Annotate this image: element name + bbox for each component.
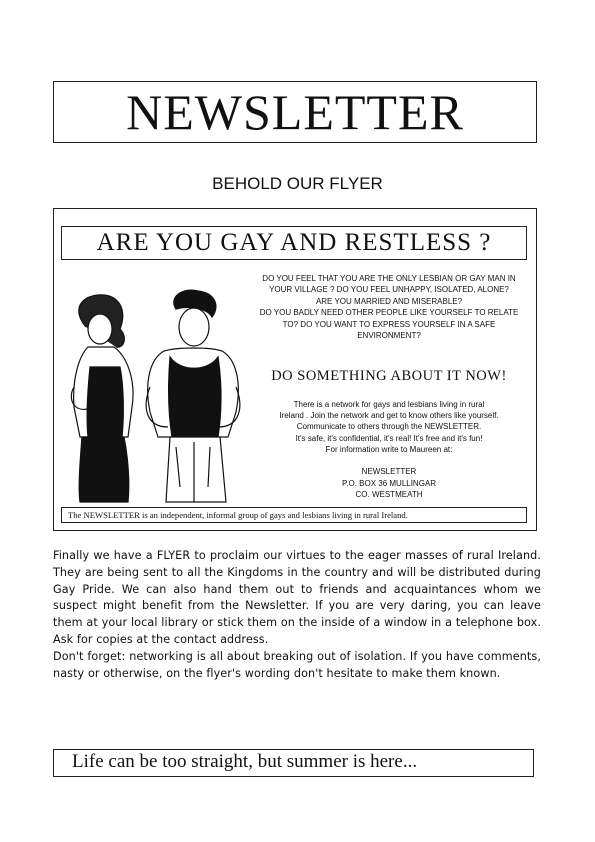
address-line: P.O. BOX 36 MULLINGAR (341, 478, 437, 488)
flyer-footnote-box (61, 507, 527, 523)
info-line: There is a network for gays and lesbians living in rural (293, 400, 485, 409)
tagline-box (53, 749, 534, 777)
info-line: It's safe, it's confidential, it's real! It's free and it's fun! (295, 433, 483, 443)
address-line: CO. WESTMEATH (355, 490, 423, 499)
info-line: Communicate to others through the NEWSLETTER. (296, 422, 482, 432)
question-line: ARE YOU MARRIED AND MISERABLE? (315, 296, 463, 306)
question-line: DO YOU FEEL THAT YOU ARE THE ONLY LESBIAN OR GAY MAN IN (262, 274, 516, 283)
flyer-title-box (61, 226, 527, 260)
question-line: ENVIRONMENT? (357, 331, 421, 341)
flyer-footnote: The NEWSLETTER is an independent, informal group of gays and lesbians living in rural Ireland. (68, 510, 408, 520)
masthead-box (53, 81, 537, 143)
flyer-call-to-action: DO SOMETHING ABOUT IT NOW! (271, 368, 507, 384)
flyer-info (254, 399, 524, 455)
article-body (53, 548, 541, 682)
article-paragraph: Don't forget: networking is all about breaking out of isolation. If you have comments, nasty or otherwise, on the flyer's wording don't hesitate to make them known. (53, 649, 541, 680)
question-line: YOUR VILLAGE ? DO YOU FEEL UNHAPPY, ISOLATED, ALONE? (269, 285, 509, 295)
article-paragraph: Finally we have a FLYER to proclaim our virtues to the eager masses of rural Ireland. They are being sent to all the Kingdoms in the country and will be distributed during Gay Pride. We can also hand them out to friends and acquaintances whom we suspect might benefit from the Newsletter. If you are very daring, you can leave them at your local library or stick them on the inside of a window in a telephone box. Ask for copies at the contact address. (53, 549, 541, 646)
flyer-title: ARE YOU GAY AND RESTLESS ? (96, 229, 492, 256)
flyer-panel (53, 208, 537, 531)
section-heading: BEHOLD OUR FLYER (212, 174, 383, 193)
masthead-title: NEWSLETTER (126, 84, 464, 140)
question-line: TO? DO YOU WANT TO EXPRESS YOURSELF IN A SAFE (282, 319, 496, 329)
contact-address (254, 466, 524, 501)
tagline: Life can be too straight, but summer is here... (72, 751, 418, 772)
question-line: DO YOU BADLY NEED OTHER PEOPLE LIKE YOURSELF TO RELATE (259, 308, 519, 318)
info-line: For information write to Maureen at: (325, 444, 453, 454)
flyer-questions (254, 273, 524, 341)
address-line: NEWSLETTER (361, 467, 417, 476)
couple-illustration (58, 287, 258, 507)
info-line: Ireland . Join the network and get to know others like yourself. (279, 411, 499, 421)
